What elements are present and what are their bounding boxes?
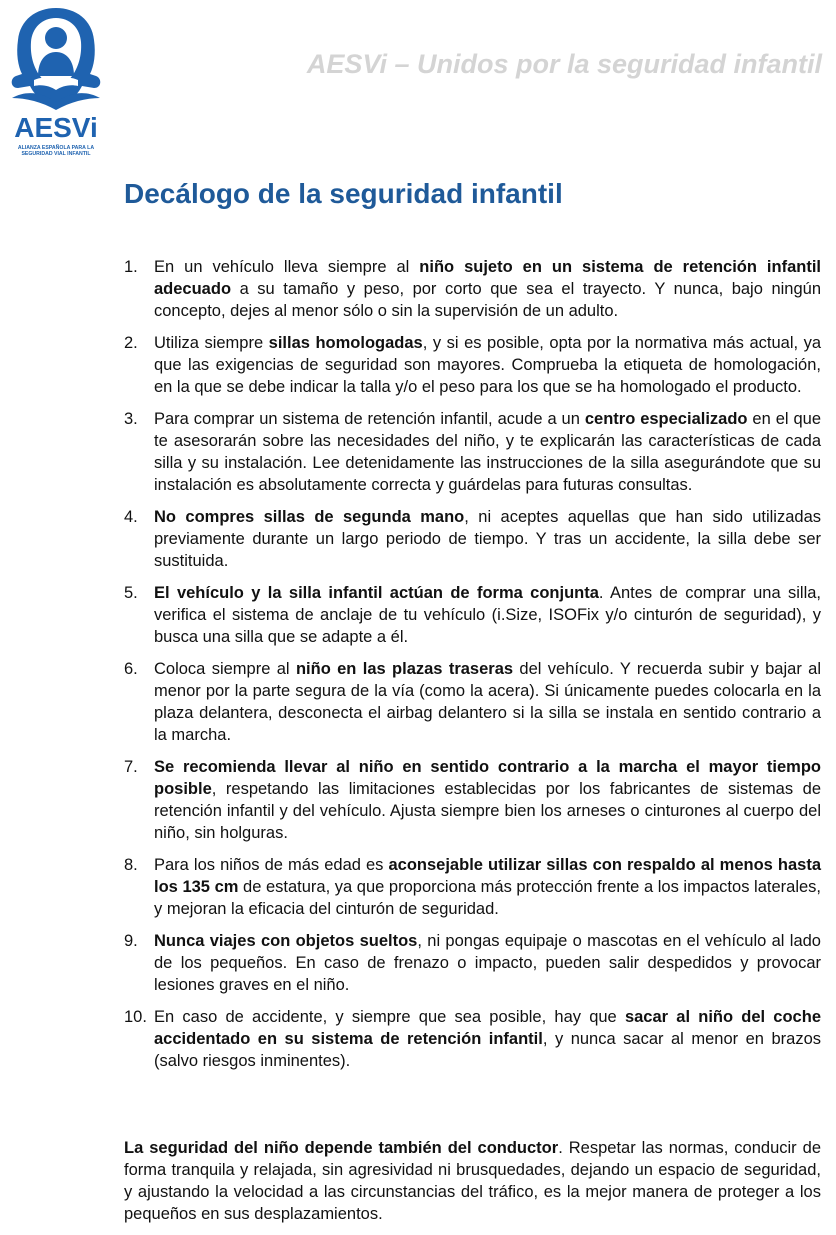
item-text: , respetando las limitaciones establecidas por los fabricantes de sistemas de retención infantil y del vehículo. Ajusta siempre bien los arneses o cinturones al cuerpo del niño, sin holguras. — [154, 780, 821, 842]
item-emphasis: aconsejable utilizar sillas con respaldo al menos hasta los 135 cm — [154, 856, 821, 896]
item-emphasis: Nunca viajes con objetos sueltos — [154, 932, 418, 950]
item-text: a su tamaño y peso, por corto que sea el trayecto. Y nunca, bajo ningún concepto, dejes al menor sólo o sin la supervisión de un adulto. — [154, 280, 821, 320]
item-number: 9. — [124, 932, 138, 950]
item-text: . Antes de comprar una silla, verifica el sistema de anclaje de tu vehículo (i.Size, ISOFix y/o cinturón de seguridad), y busca una silla que se adapte a él. — [154, 584, 821, 646]
item-text: Coloca siempre al — [154, 660, 296, 678]
item-text: Para comprar un sistema de retención infantil, acude a un — [154, 410, 585, 428]
item-emphasis: El vehículo y la silla infantil actúan de forma conjunta — [154, 584, 599, 602]
logo-wordmark: AESVi — [14, 112, 98, 143]
closing-text: . Respetar las normas, conducir de forma tranquila y relajada, sin agresividad ni brusquedades, dejando un espacio de seguridad, y ajustando la velocidad a las circunstancias del tráfico, es la mejor manera de proteger a los pequeños en sus desplazamientos. — [124, 1139, 821, 1223]
child-seat-icon — [6, 6, 106, 114]
item-number: 6. — [124, 660, 138, 678]
item-text: Para los niños de más edad es — [154, 856, 389, 874]
list-item — [124, 408, 821, 496]
list-item — [124, 332, 821, 398]
item-text: Utiliza siempre — [154, 334, 269, 352]
item-text: , y si es posible, opta por la normativa más actual, ya que las exigencias de seguridad son mayores. Comprueba la etiqueta de homologación, en la que se debe indicar la talla y/o el peso para los que se ha homologado el producto. — [154, 334, 822, 396]
item-text: de estatura, ya que proporciona más protección frente a los impactos laterales, y mejoran la eficacia del cinturón de seguridad. — [154, 878, 821, 918]
logo-tagline: ALIANZA ESPAÑOLA PARA LA SEGURIDAD VIAL INFANTIL — [17, 145, 95, 157]
list-item — [124, 658, 821, 746]
header-tagline: AESVi – Unidos por la seguridad infantil — [306, 49, 822, 79]
item-emphasis: niño en las plazas traseras — [295, 660, 514, 678]
list-item — [124, 582, 821, 648]
item-number: 3. — [124, 410, 138, 428]
item-text: en el que te asesorarán sobre las necesidades del niño, y te explicarán las características de cada silla y su instalación. Lee detenidamente las instrucciones de la silla asegurándote que su instalación es absolutamente correcta y guárdelas para futuras consultas. — [154, 410, 822, 494]
item-number: 10. — [124, 1008, 147, 1026]
list-item — [124, 756, 821, 844]
item-text: , ni pongas equipaje o mascotas en el vehículo al lado de los pequeños. En caso de frenazo o impacto, pueden salir despedidos y provocar lesiones graves en el niño. — [154, 932, 821, 994]
list-item — [124, 506, 821, 572]
item-text: En caso de accidente, y siempre que sea posible, hay que — [154, 1008, 625, 1026]
item-emphasis: No compres sillas de segunda mano — [154, 508, 465, 526]
decalogue-list — [124, 256, 821, 1082]
closing-emphasis: La seguridad del niño depende también del conductor — [124, 1139, 559, 1157]
item-emphasis: sillas homologadas — [268, 334, 423, 352]
item-number: 1. — [124, 258, 138, 276]
item-text: , ni aceptes aquellas que han sido utilizadas previamente durante un largo periodo de tiempo. Y tras un accidente, la silla debe ser sustituida. — [154, 508, 821, 570]
list-item — [124, 854, 821, 920]
list-item — [124, 256, 821, 322]
aesvi-logo — [6, 6, 106, 158]
item-emphasis: sacar al niño del coche accidentado en su sistema de retención infantil — [154, 1008, 821, 1048]
item-number: 8. — [124, 856, 138, 874]
item-number: 4. — [124, 508, 138, 526]
page-title: Decálogo de la seguridad infantil — [124, 178, 563, 209]
item-emphasis: niño sujeto en un sistema de retención infantil adecuado — [154, 258, 821, 298]
closing-paragraph — [124, 1137, 821, 1225]
item-text: del vehículo. Y recuerda subir y bajar al menor por la parte segura de la vía (como la acera). Si únicamente puedes colocarla en la plaza delantera, desconecta el airbag delantero si la silla se instala en sentido contrario a la marcha. — [154, 660, 822, 744]
list-item — [124, 1006, 821, 1072]
item-number: 5. — [124, 584, 138, 602]
item-number: 2. — [124, 334, 138, 352]
item-number: 7. — [124, 758, 138, 776]
item-emphasis: Se recomienda llevar al niño en sentido contrario a la marcha el mayor tiempo posible — [154, 758, 821, 798]
item-emphasis: centro especializado — [584, 410, 748, 428]
item-text: En un vehículo lleva siempre al — [154, 258, 420, 276]
list-item — [124, 930, 821, 996]
item-text: , y nunca sacar al menor en brazos (salvo riesgos inminentes). — [154, 1030, 821, 1070]
